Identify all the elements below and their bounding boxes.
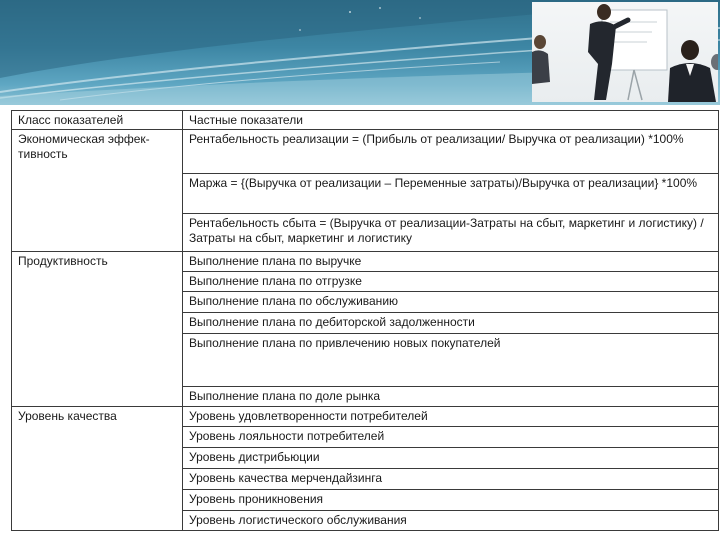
indicator-cell: Уровень логистического обслуживания xyxy=(183,511,719,531)
indicator-cell: Уровень лояльности потребителей xyxy=(183,427,719,448)
indicator-cell: Выполнение плана по доле рынка xyxy=(183,387,719,407)
indicator-cell: Рентабельность сбыта = (Выручка от реализации-Затраты на сбыт, маркетинг и логистику) / Затраты на сбыт, маркетинг и логистику xyxy=(183,214,719,252)
meeting-photo xyxy=(532,2,718,102)
table-row xyxy=(12,252,719,272)
indicator-cell: Маржа = {(Выручка от реализации – Переменные затраты)/Выручка от реализации} *100% xyxy=(183,174,719,214)
header-cell-class: Класс показателей xyxy=(12,111,183,130)
indicator-cell: Уровень удовлетворенности потребителей xyxy=(183,407,719,427)
table-row xyxy=(12,407,719,427)
class-cell: Экономическая эффек-тивность xyxy=(12,130,183,252)
table-header-row xyxy=(12,111,719,130)
indicator-cell: Рентабельность реализации = (Прибыль от реализации/ Выручка от реализации) *100% xyxy=(183,130,719,174)
class-cell: Уровень качества xyxy=(12,407,183,531)
header-banner xyxy=(0,0,720,105)
indicator-cell: Выполнение плана по обслуживанию xyxy=(183,292,719,313)
table-row xyxy=(12,130,719,174)
indicators-table xyxy=(11,110,719,531)
indicator-cell: Уровень проникновения xyxy=(183,490,719,511)
indicator-cell: Выполнение плана по выручке xyxy=(183,252,719,272)
header-cell-indicators: Частные показатели xyxy=(183,111,719,130)
indicator-cell: Выполнение плана по отгрузке xyxy=(183,272,719,292)
indicator-cell: Уровень дистрибьюции xyxy=(183,448,719,469)
indicator-cell: Выполнение плана по привлечению новых покупателей xyxy=(183,334,719,387)
indicator-cell: Уровень качества мерчендайзинга xyxy=(183,469,719,490)
class-cell: Продуктивность xyxy=(12,252,183,407)
indicator-cell: Выполнение плана по дебиторской задолженности xyxy=(183,313,719,334)
presentation-illustration xyxy=(532,2,718,102)
